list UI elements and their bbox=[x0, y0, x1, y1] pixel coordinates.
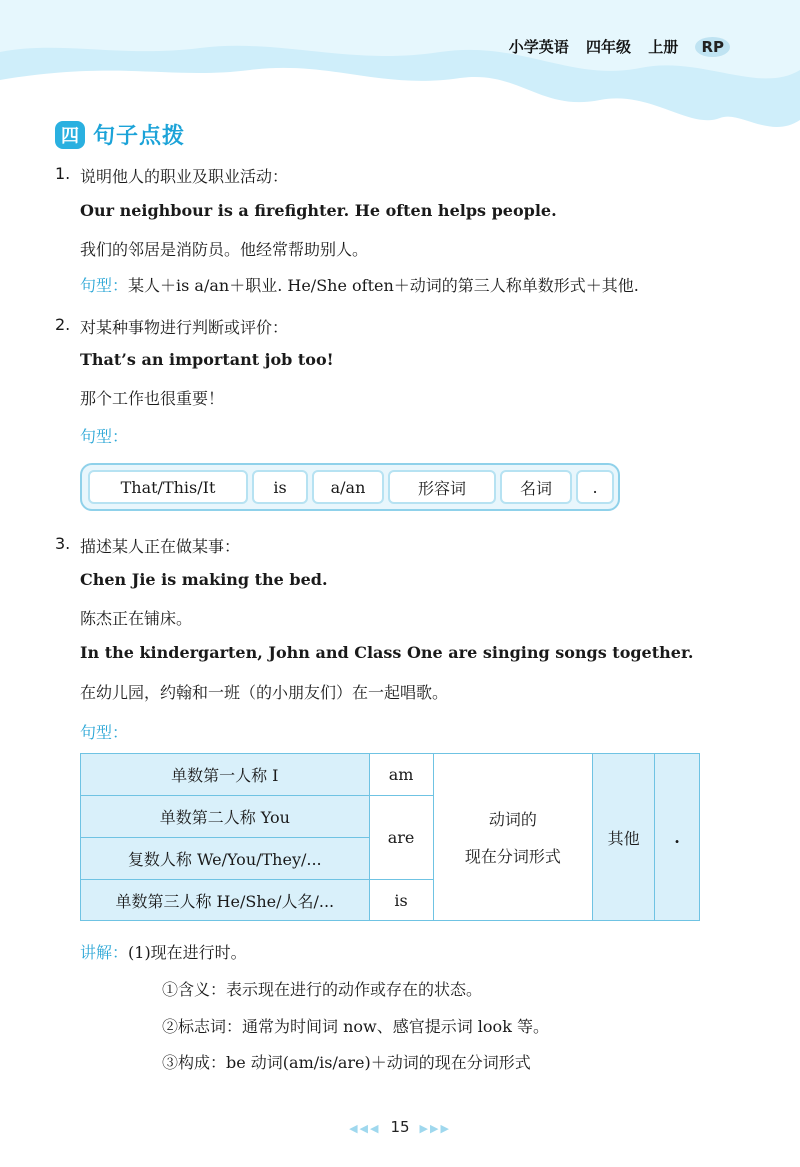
explain-point-1: ①含义：表示现在进行的动作或存在的状态。 bbox=[162, 980, 483, 999]
pattern-part-adjective: 形容词 bbox=[388, 470, 496, 504]
pattern-part-subject: That/This/It bbox=[88, 470, 248, 504]
participle-line-1: 动词的 bbox=[488, 810, 537, 829]
present-continuous-table bbox=[80, 753, 700, 921]
period-cell: . bbox=[655, 754, 700, 921]
pattern-part-period: . bbox=[576, 470, 614, 504]
item-3-heading: 描述某人正在做某事： bbox=[80, 537, 241, 556]
explain-title: (1)现在进行时。 bbox=[128, 943, 247, 962]
pattern-part-is: is bbox=[252, 470, 308, 504]
verb-is: is bbox=[369, 880, 433, 921]
other-cell: 其他 bbox=[593, 754, 655, 921]
section-number-badge: 四 bbox=[55, 121, 85, 149]
item-3-number: 3. bbox=[55, 534, 71, 553]
item-1-number: 1. bbox=[55, 164, 71, 183]
participle-line-2: 现在分词形式 bbox=[464, 847, 561, 866]
item-3-chinese-1: 陈杰正在铺床。 bbox=[80, 609, 193, 628]
header-grade: 四年级 bbox=[585, 38, 631, 56]
item-1-pattern bbox=[80, 273, 639, 296]
section-heading: 句子点拨 bbox=[93, 124, 186, 149]
explain-label: 讲解： bbox=[80, 943, 129, 962]
page-number: 15 bbox=[390, 1118, 410, 1136]
pattern-text: 某人＋is a/an＋职业. He/She often＋动词的第三人称单数形式＋其他. bbox=[128, 276, 639, 295]
item-3-pattern-label: 句型： bbox=[80, 723, 129, 742]
pattern-part-article: a/an bbox=[312, 470, 384, 504]
header-volume: 上册 bbox=[648, 38, 679, 56]
explain-title-line bbox=[80, 940, 247, 963]
pattern-part-noun: 名词 bbox=[500, 470, 572, 504]
participle-cell bbox=[433, 754, 593, 921]
subject-first-person: 单数第一人称 I bbox=[81, 754, 370, 796]
explain-point-2: ②标志词：通常为时间词 now、感官提示词 look 等。 bbox=[162, 1017, 549, 1036]
left-arrows-icon: ◀◀◀ bbox=[349, 1122, 381, 1135]
section-title bbox=[55, 119, 185, 150]
explain-point-3: ③构成：be 动词(am/is/are)＋动词的现在分词形式 bbox=[162, 1053, 531, 1072]
subject-plural: 复数人称 We/You/They/... bbox=[81, 838, 370, 880]
item-1-chinese: 我们的邻居是消防员。他经常帮助别人。 bbox=[80, 240, 369, 259]
item-2-number: 2. bbox=[55, 315, 71, 334]
subject-third-person: 单数第三人称 He/She/人名/... bbox=[81, 880, 370, 921]
page-footer bbox=[0, 1118, 800, 1136]
item-3-english-1: Chen Jie is making the bed. bbox=[80, 570, 328, 589]
item-2-pattern-label: 句型： bbox=[80, 427, 129, 446]
item-3-chinese-2: 在幼儿园，约翰和一班（的小朋友们）在一起唱歌。 bbox=[80, 683, 449, 702]
item-1-heading: 说明他人的职业及职业活动： bbox=[80, 167, 289, 186]
right-arrows-icon: ▶▶▶ bbox=[419, 1122, 451, 1135]
sentence-pattern-strip bbox=[80, 463, 620, 511]
item-3-english-2: In the kindergarten, John and Class One are singing songs together. bbox=[80, 643, 694, 662]
item-2-english: That’s an important job too! bbox=[80, 350, 334, 369]
verb-are: are bbox=[369, 796, 433, 880]
header-subject: 小学英语 bbox=[508, 38, 569, 56]
edition-badge: RP bbox=[695, 37, 730, 57]
item-2-heading: 对某种事物进行判断或评价： bbox=[80, 318, 289, 337]
item-1-english: Our neighbour is a firefighter. He often helps people. bbox=[80, 201, 557, 220]
pattern-label: 句型： bbox=[80, 276, 129, 295]
verb-am: am bbox=[369, 754, 433, 796]
item-2-chinese: 那个工作也很重要！ bbox=[80, 389, 225, 408]
page-header bbox=[497, 36, 730, 57]
subject-second-person: 单数第二人称 You bbox=[81, 796, 370, 838]
